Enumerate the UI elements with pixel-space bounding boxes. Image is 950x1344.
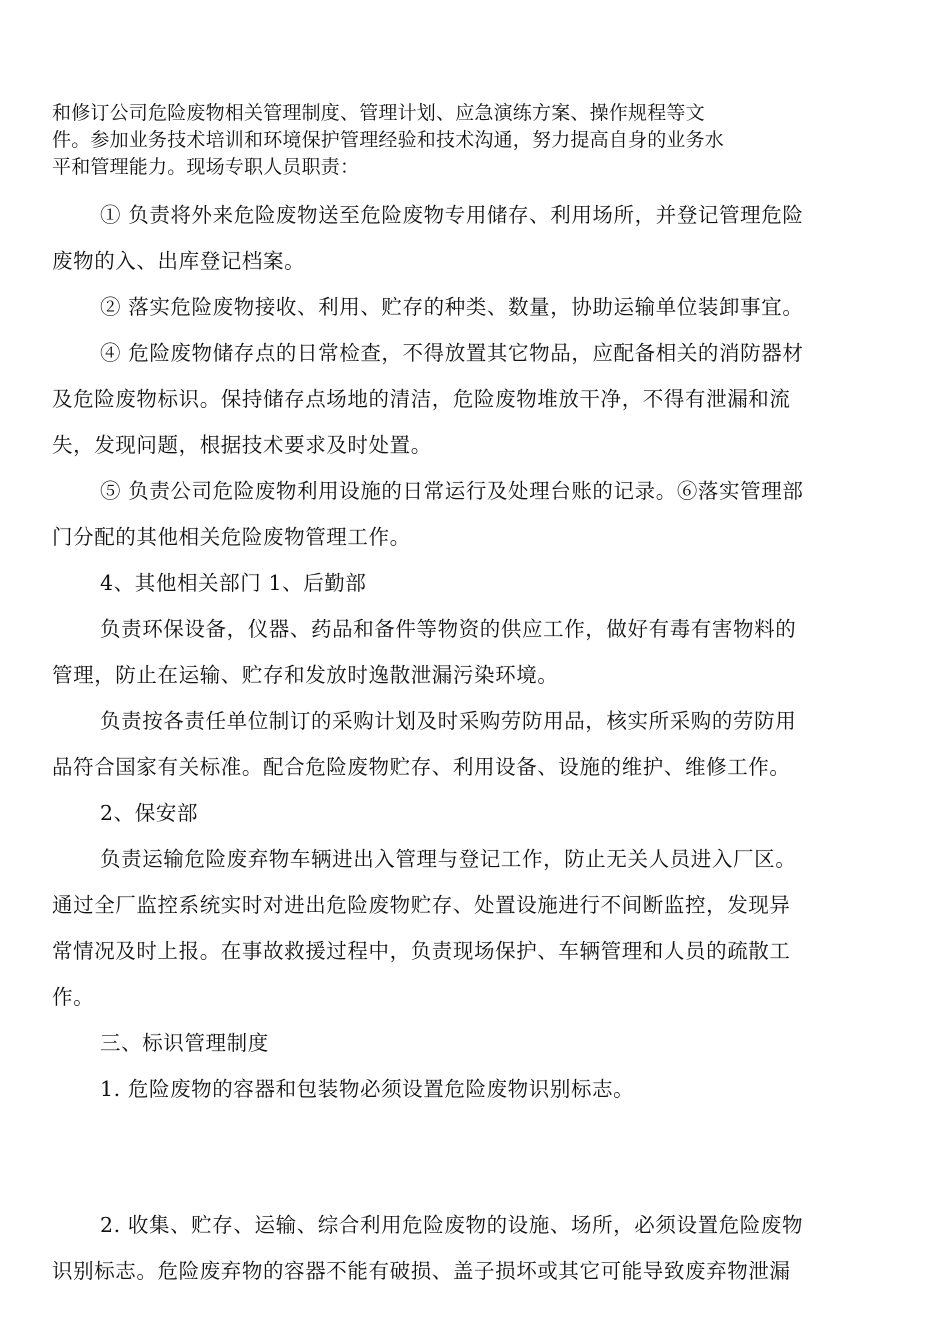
paragraph-line-15: 负责按各责任单位制订的采购计划及时采购劳防用品，核实所采购的劳防用	[100, 709, 797, 733]
paragraph-line-11: 门分配的其他相关危险废物管理工作。	[52, 525, 411, 549]
paragraph-line-14: 管理，防止在运输、贮存和发放时逸散泄漏污染环境。	[52, 663, 559, 687]
paragraph-line-21: 作。	[52, 985, 95, 1009]
paragraph-line-8: 及危险废物标识。保持储存点场地的清洁，危险废物堆放干净，不得有泄漏和流	[52, 387, 791, 411]
paragraph-line-3: 平和管理能力。现场专职人员职责：	[52, 156, 360, 178]
paragraph-line-13: 负责环保设备，仪器、药品和备件等物资的供应工作，做好有毒有害物料的	[100, 617, 797, 641]
paragraph-line-5: 废物的入、出库登记档案。	[52, 249, 306, 273]
paragraph-line-4: ① 负责将外来危险废物送至危险废物专用储存、利用场所，并登记管理危险	[100, 203, 804, 227]
paragraph-line-1: 和修订公司危险废物相关管理制度、管理计划、应急演练方案、操作规程等文	[52, 102, 705, 124]
paragraph-line-25: 识别标志。危险废弃物的容器不能有破损、盖子损坏或其它可能导致废弃物泄漏	[52, 1259, 791, 1283]
paragraph-line-18: 负责运输危险废弃物车辆进出入管理与登记工作，防止无关人员进入厂区。	[100, 847, 797, 871]
paragraph-line-20: 常情况及时上报。在事故救援过程中，负责现场保护、车辆管理和人员的疏散工	[52, 939, 791, 963]
paragraph-line-2: 件。参加业务技术培训和环境保护管理经验和技术沟通，努力提高自身的业务水	[52, 129, 725, 151]
paragraph-line-7: ④ 危险废物储存点的日常检查，不得放置其它物品，应配备相关的消防器材	[100, 341, 804, 365]
section-heading-other-departments: 4、其他相关部门 1、后勤部	[100, 571, 367, 595]
section-heading-marking-system: 三、标识管理制度	[100, 1031, 269, 1055]
paragraph-line-9: 失，发现问题，根据技术要求及时处置。	[52, 433, 432, 457]
paragraph-line-24: 2. 收集、贮存、运输、综合利用危险废物的设施、场所，必须设置危险废物	[100, 1213, 804, 1237]
paragraph-line-23: 1. 危险废物的容器和包装物必须设置危险废物识别标志。	[100, 1077, 635, 1101]
paragraph-line-19: 通过全厂监控系统实时对进出危险废物贮存、处置设施进行不间断监控，发现异	[52, 893, 791, 917]
paragraph-line-16: 品符合国家有关标准。配合危险废物贮存、利用设备、设施的维护、维修工作。	[52, 755, 791, 779]
paragraph-line-6: ② 落实危险废物接收、利用、贮存的种类、数量，协助运输单位装卸事宜。	[100, 295, 804, 319]
paragraph-line-10: ⑤ 负责公司危险废物利用设施的日常运行及处理台账的记录。⑥落实管理部	[100, 479, 804, 503]
section-heading-security: 2、保安部	[100, 801, 199, 825]
